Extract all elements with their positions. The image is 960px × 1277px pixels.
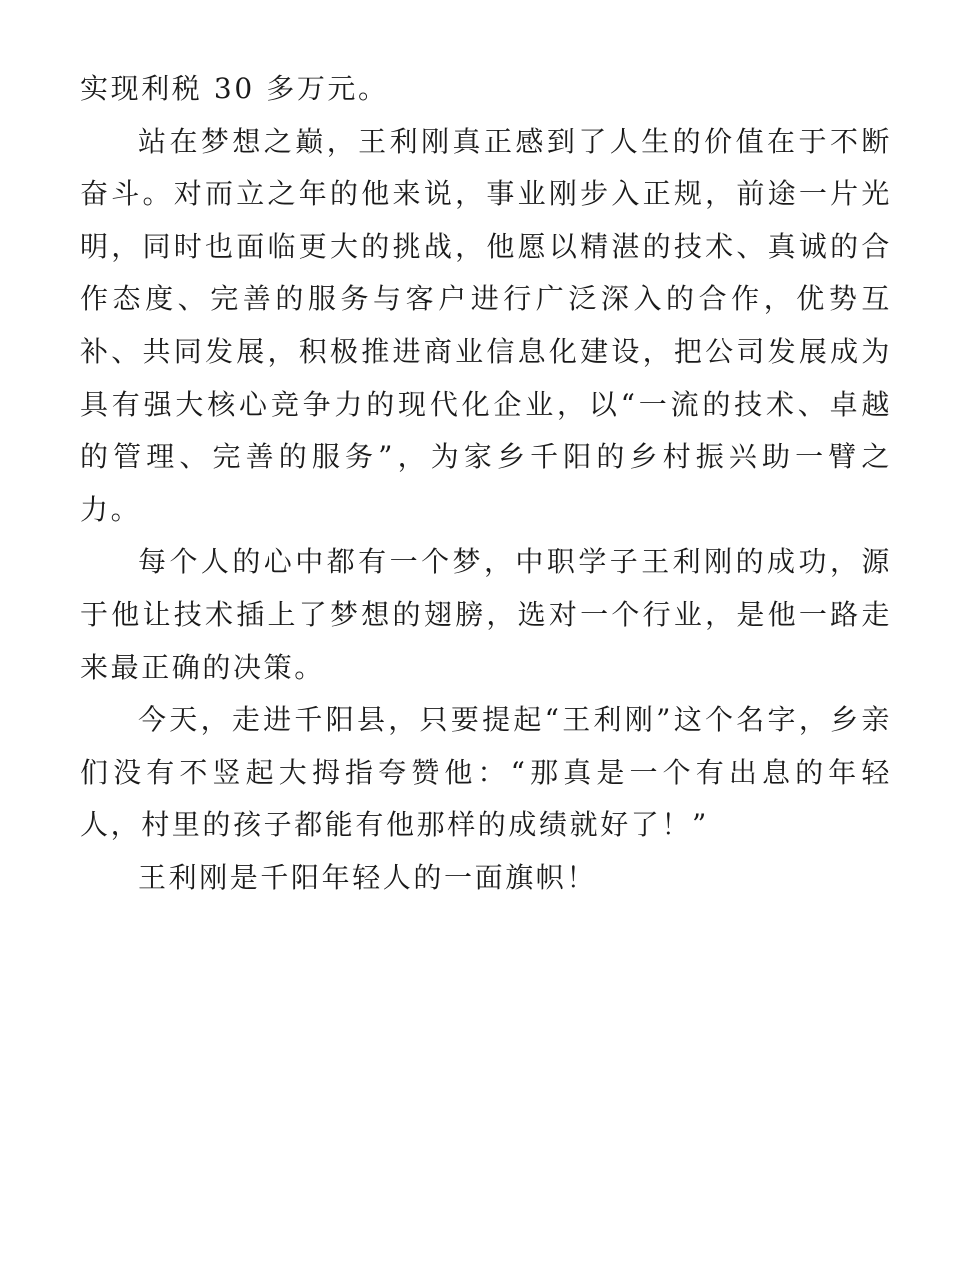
paragraph-continuation: 实现利税 30 多万元。 <box>80 72 389 105</box>
paragraph-today-qianyang: 今天，走进千阳县，只要提起“王利刚”这个名字，乡亲们没有不竖起大拇指夸赞他：“那真是一个有出息的年轻人，村里的孩子都能有他那样的成绩就好了！” <box>80 703 892 842</box>
paragraph-dream-peak: 站在梦想之巅，王利刚真正感到了人生的价值在于不断奋斗。对而立之年的他来说，事业刚步入正规，前途一片光明，同时也面临更大的挑战，他愿以精湛的技术、真诚的合作态度、完善的服务与客户进行广泛深入的合作，优势互补、共同发展，积极推进商业信息化建设，把公司发展成为具有强大核心竞争力的现代化企业，以“一流的技术、卓越的管理、完善的服务”，为家乡千阳的乡村振兴助一臂之力。 <box>80 124 892 526</box>
document-body <box>80 63 892 905</box>
paragraph-flag: 王利刚是千阳年轻人的一面旗帜！ <box>138 860 598 894</box>
paragraph-everyone-dream: 每个人的心中都有一个梦，中职学子王利刚的成功，源于他让技术插上了梦想的翅膀，选对一个行业，是他一路走来最正确的决策。 <box>80 545 892 684</box>
